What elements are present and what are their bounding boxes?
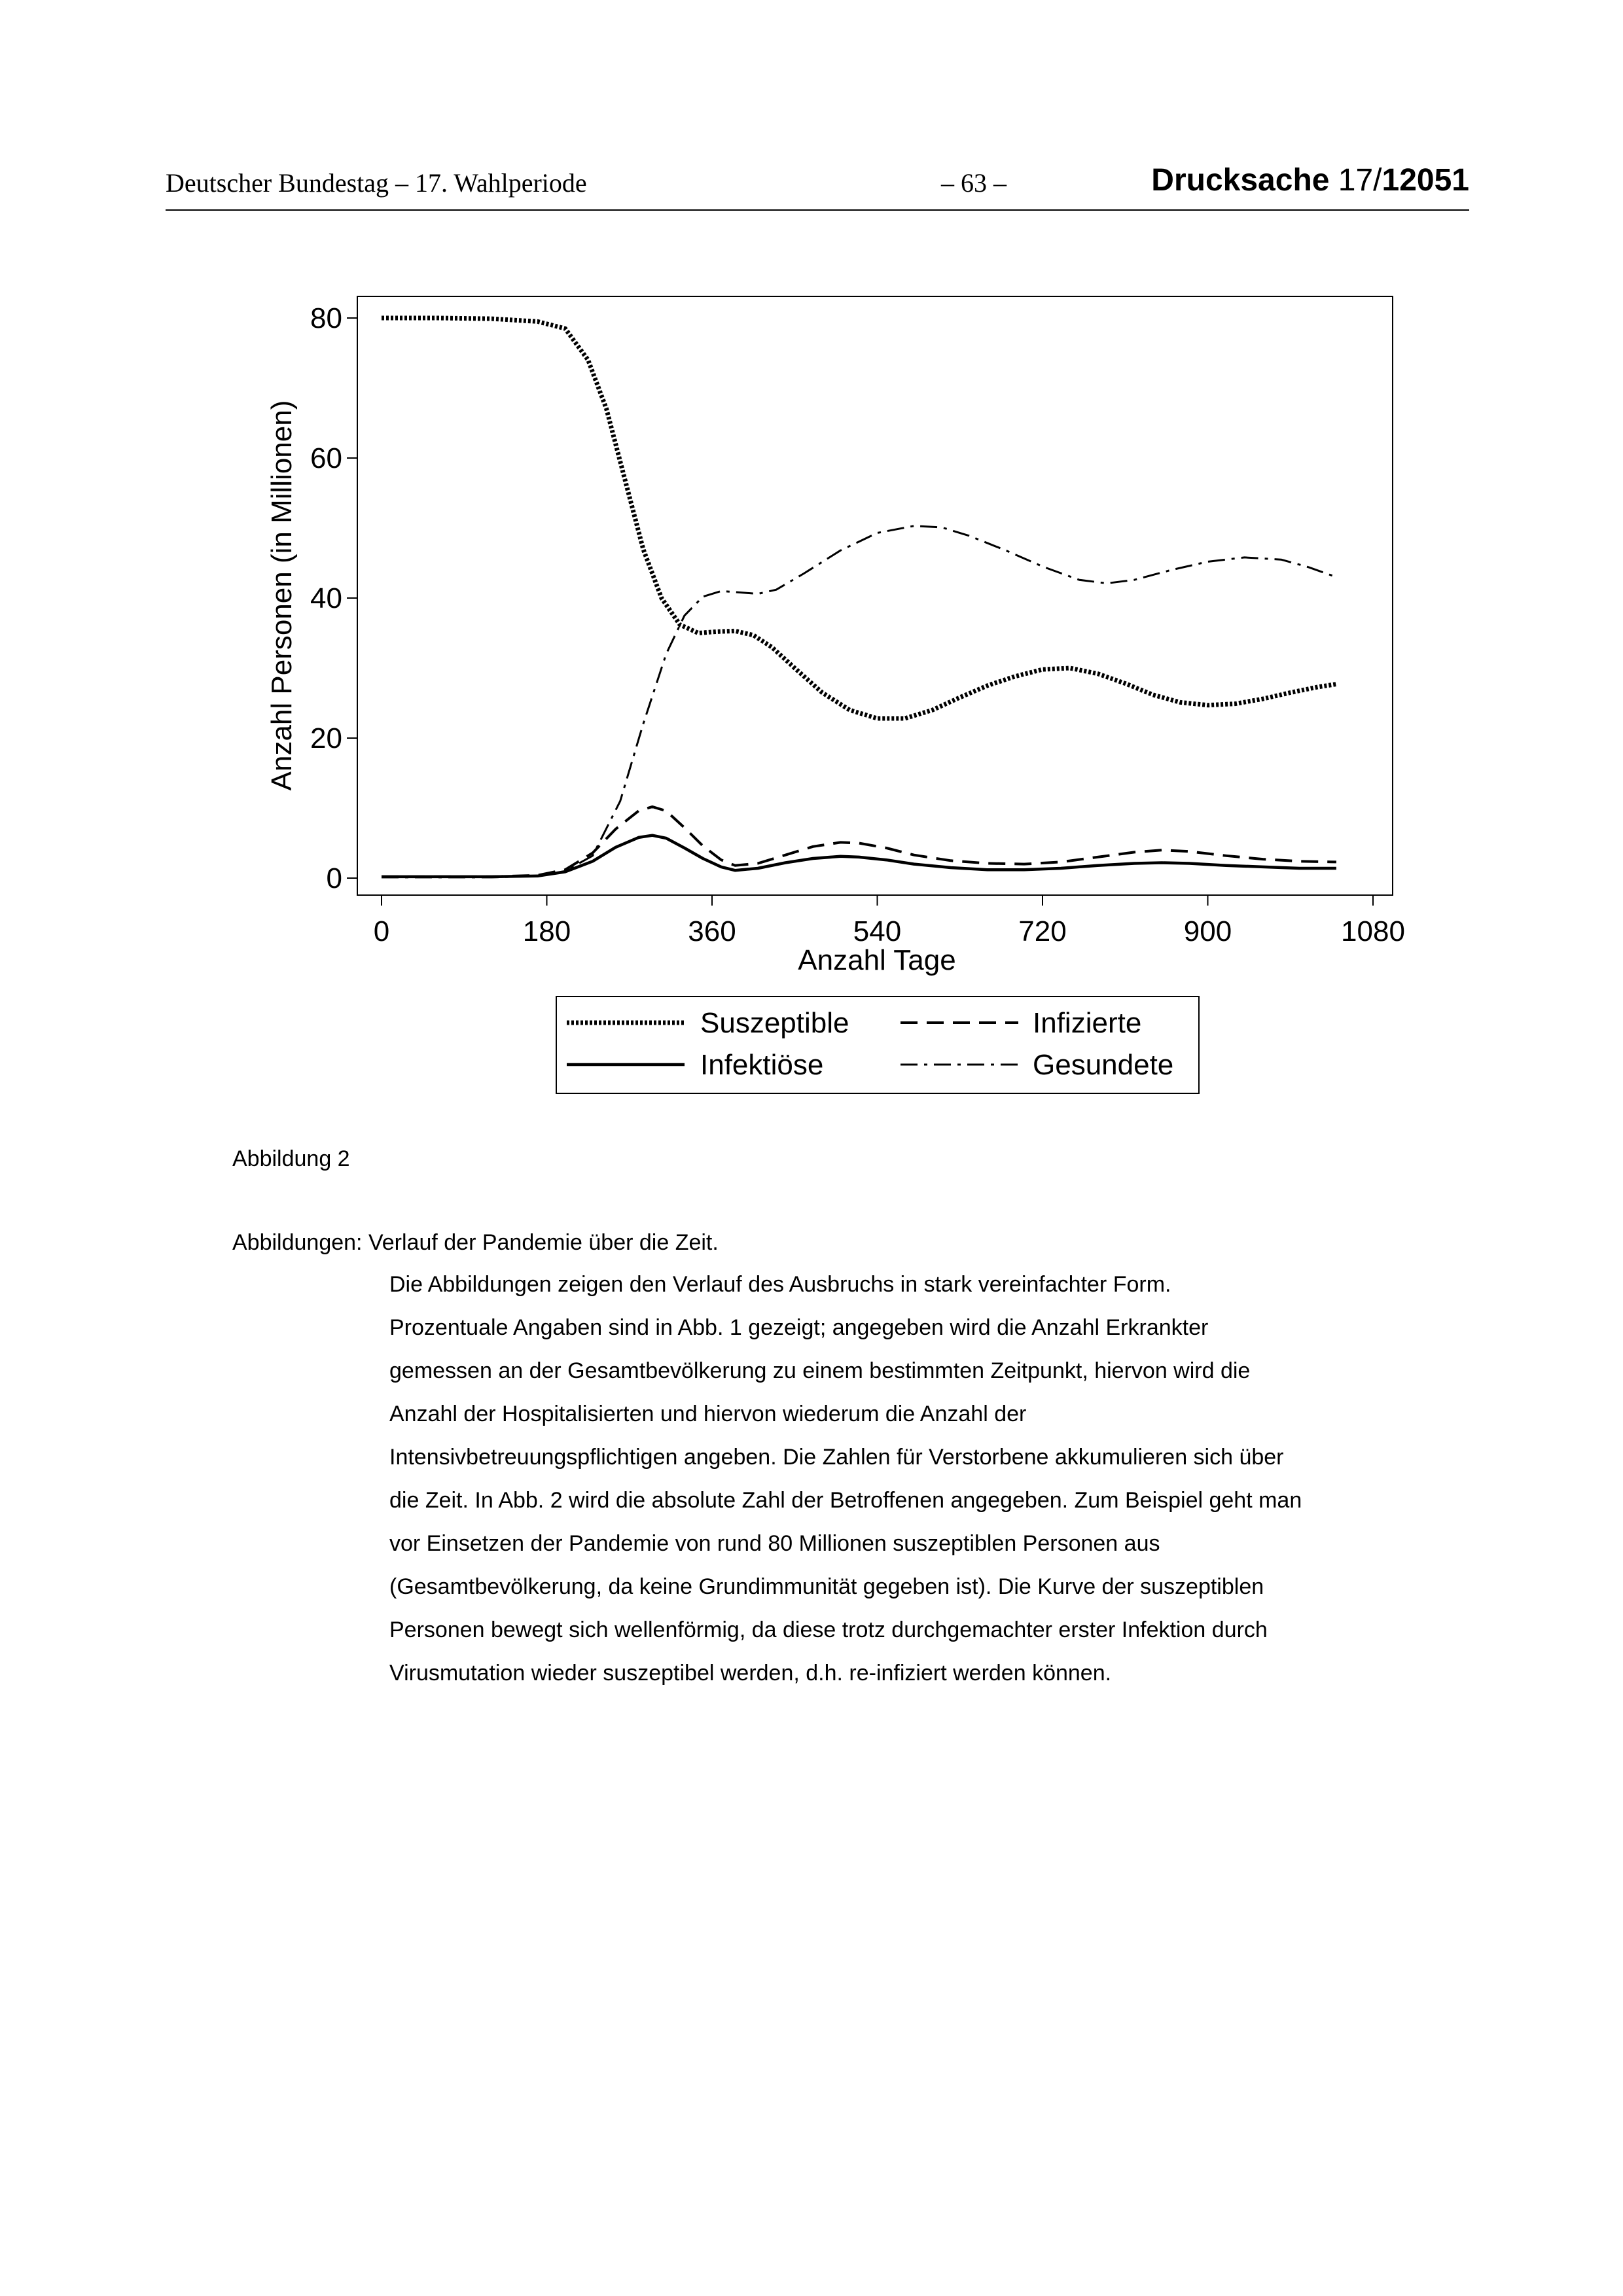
series-line-dotted bbox=[382, 318, 1336, 718]
caption-line: die Zeit. In Abb. 2 wird die absolute Zahl der Betroffenen angegeben. Zum Beispiel geht man bbox=[389, 1488, 1302, 1513]
x-tick-label: 360 bbox=[688, 915, 736, 947]
x-tick-label: 540 bbox=[853, 915, 902, 947]
caption-line: vor Einsetzen der Pandemie von rund 80 Millionen suszeptiblen Personen aus bbox=[389, 1531, 1160, 1556]
series-line-dashed bbox=[382, 807, 1336, 877]
caption-title: Abbildungen: Verlauf der Pandemie über die Zeit. bbox=[232, 1230, 719, 1255]
header-doc-prefix: Drucksache bbox=[1151, 163, 1330, 198]
series-line-solid bbox=[382, 836, 1336, 877]
caption-line: Personen bewegt sich wellenförmig, da diese trotz durchgemachter erster Infektion durch bbox=[389, 1617, 1268, 1642]
y-tick-label: 0 bbox=[326, 862, 342, 894]
header-doc-mid: 17/ bbox=[1329, 163, 1382, 198]
y-tick-label: 20 bbox=[310, 722, 342, 754]
caption-line: Anzahl der Hospitalisierten und hiervon wiederum die Anzahl der bbox=[389, 1402, 1027, 1426]
pandemic-chart bbox=[0, 0, 1623, 1125]
series-layer bbox=[382, 318, 1336, 877]
x-tick-label: 180 bbox=[522, 915, 571, 947]
y-tick-label: 60 bbox=[310, 442, 342, 474]
legend-label-infektioese: Infektiöse bbox=[700, 1049, 824, 1081]
plot-frame bbox=[357, 296, 1393, 895]
y-tick-label: 40 bbox=[310, 582, 342, 614]
caption-line: Die Abbildungen zeigen den Verlauf des Ausbruchs in stark vereinfachter Form. bbox=[389, 1272, 1171, 1297]
x-tick-label: 0 bbox=[373, 915, 390, 947]
header-doc-number: 12051 bbox=[1382, 163, 1469, 198]
series-line-dashdot bbox=[382, 526, 1336, 877]
y-tick-label: 80 bbox=[310, 302, 342, 334]
caption-line: Intensivbetreuungspflichtigen angeben. Die Zahlen für Verstorbene akkumulieren sich über bbox=[389, 1445, 1284, 1470]
x-axis bbox=[374, 895, 1405, 947]
legend-label-suszeptible: Suszeptible bbox=[700, 1007, 849, 1039]
x-tick-label: 1080 bbox=[1341, 915, 1405, 947]
y-axis-title: Anzahl Personen (in Millionen) bbox=[266, 400, 298, 791]
header-page-number: – 63 – bbox=[941, 168, 1007, 198]
caption-body bbox=[389, 1263, 1423, 1695]
x-tick-label: 900 bbox=[1183, 915, 1232, 947]
caption-line: (Gesamtbevölkerung, da keine Grundimmunität gegeben ist). Die Kurve der suszeptiblen bbox=[389, 1574, 1264, 1599]
figure-label: Abbildung 2 bbox=[232, 1146, 350, 1171]
caption-line: Prozentuale Angaben sind in Abb. 1 gezeigt; angegeben wird die Anzahl Erkrankter bbox=[389, 1315, 1209, 1340]
legend-label-infizierte: Infizierte bbox=[1033, 1007, 1142, 1039]
caption-line: gemessen an der Gesamtbevölkerung zu einem bestimmten Zeitpunkt, hiervon wird die bbox=[389, 1358, 1251, 1383]
legend-label-gesundete: Gesundete bbox=[1033, 1049, 1174, 1081]
x-axis-title: Anzahl Tage bbox=[798, 944, 956, 976]
x-tick-label: 720 bbox=[1018, 915, 1067, 947]
legend bbox=[556, 997, 1199, 1093]
caption-line: Virusmutation wieder suszeptibel werden, d.h. re-infiziert werden können. bbox=[389, 1661, 1112, 1686]
header-publication: Deutscher Bundestag – 17. Wahlperiode bbox=[166, 168, 587, 198]
y-axis bbox=[310, 302, 357, 894]
